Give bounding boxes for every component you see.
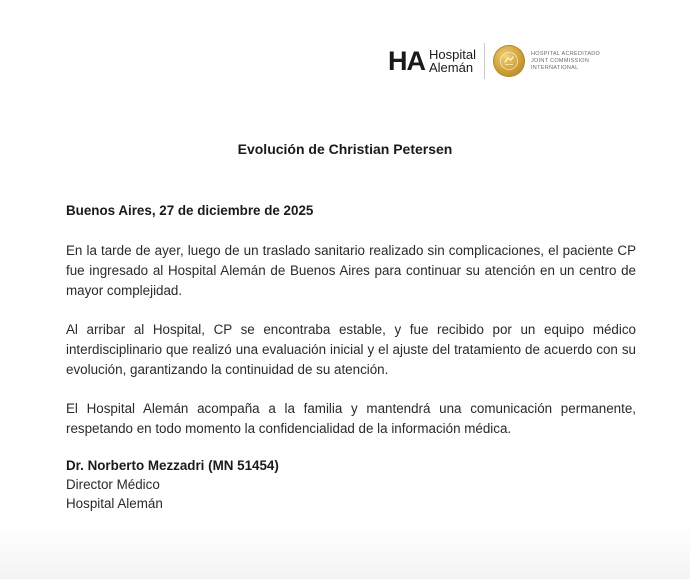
- logo-divider: [484, 43, 485, 79]
- document-title: Evolución de Christian Petersen: [237, 141, 453, 157]
- logo-name-line2: Alemán: [429, 60, 474, 75]
- dateline: Buenos Aires, 27 de diciembre de 2025: [66, 203, 314, 218]
- accreditation-text: [531, 51, 600, 72]
- document-body: [66, 201, 636, 458]
- signer-role: Director Médico: [66, 477, 160, 492]
- paragraph-status: Al arribar al Hospital, CP se encontraba estable, y fue recibido por un equipo médico interdisciplinario que realizó una evaluación inicial y el ajuste del tratamiento de acuerdo con su evolución, garantizando la continuidad de su atención.: [66, 322, 636, 377]
- signer-institution: Hospital Alemán: [66, 496, 163, 511]
- hospital-aleman-logo-mark: HA: [388, 45, 425, 76]
- signature-block: [66, 456, 279, 513]
- letterhead: [388, 40, 600, 82]
- logo-name-line1: Hospital: [429, 47, 476, 62]
- accreditation-line2: JOINT COMMISSION: [530, 57, 590, 64]
- signer-name: Dr. Norberto Mezzadri (MN 51454): [66, 458, 279, 473]
- hospital-aleman-logo-name: [429, 48, 476, 74]
- accreditation-line3: INTERNATIONAL: [530, 64, 579, 71]
- jci-gold-seal-icon: [493, 45, 525, 77]
- paragraph-family: El Hospital Alemán acompaña a la familia y mantendrá una comunicación permanente, respetando en todo momento la confidencialidad de la información médica.: [66, 401, 636, 436]
- accreditation-line1: HOSPITAL ACREDITADO: [530, 50, 601, 57]
- paragraph-admission: En la tarde de ayer, luego de un traslado sanitario realizado sin complicaciones, el paciente CP fue ingresado al Hospital Alemán de Buenos Aires para continuar su atención en un centro de mayor complejidad.: [66, 243, 636, 298]
